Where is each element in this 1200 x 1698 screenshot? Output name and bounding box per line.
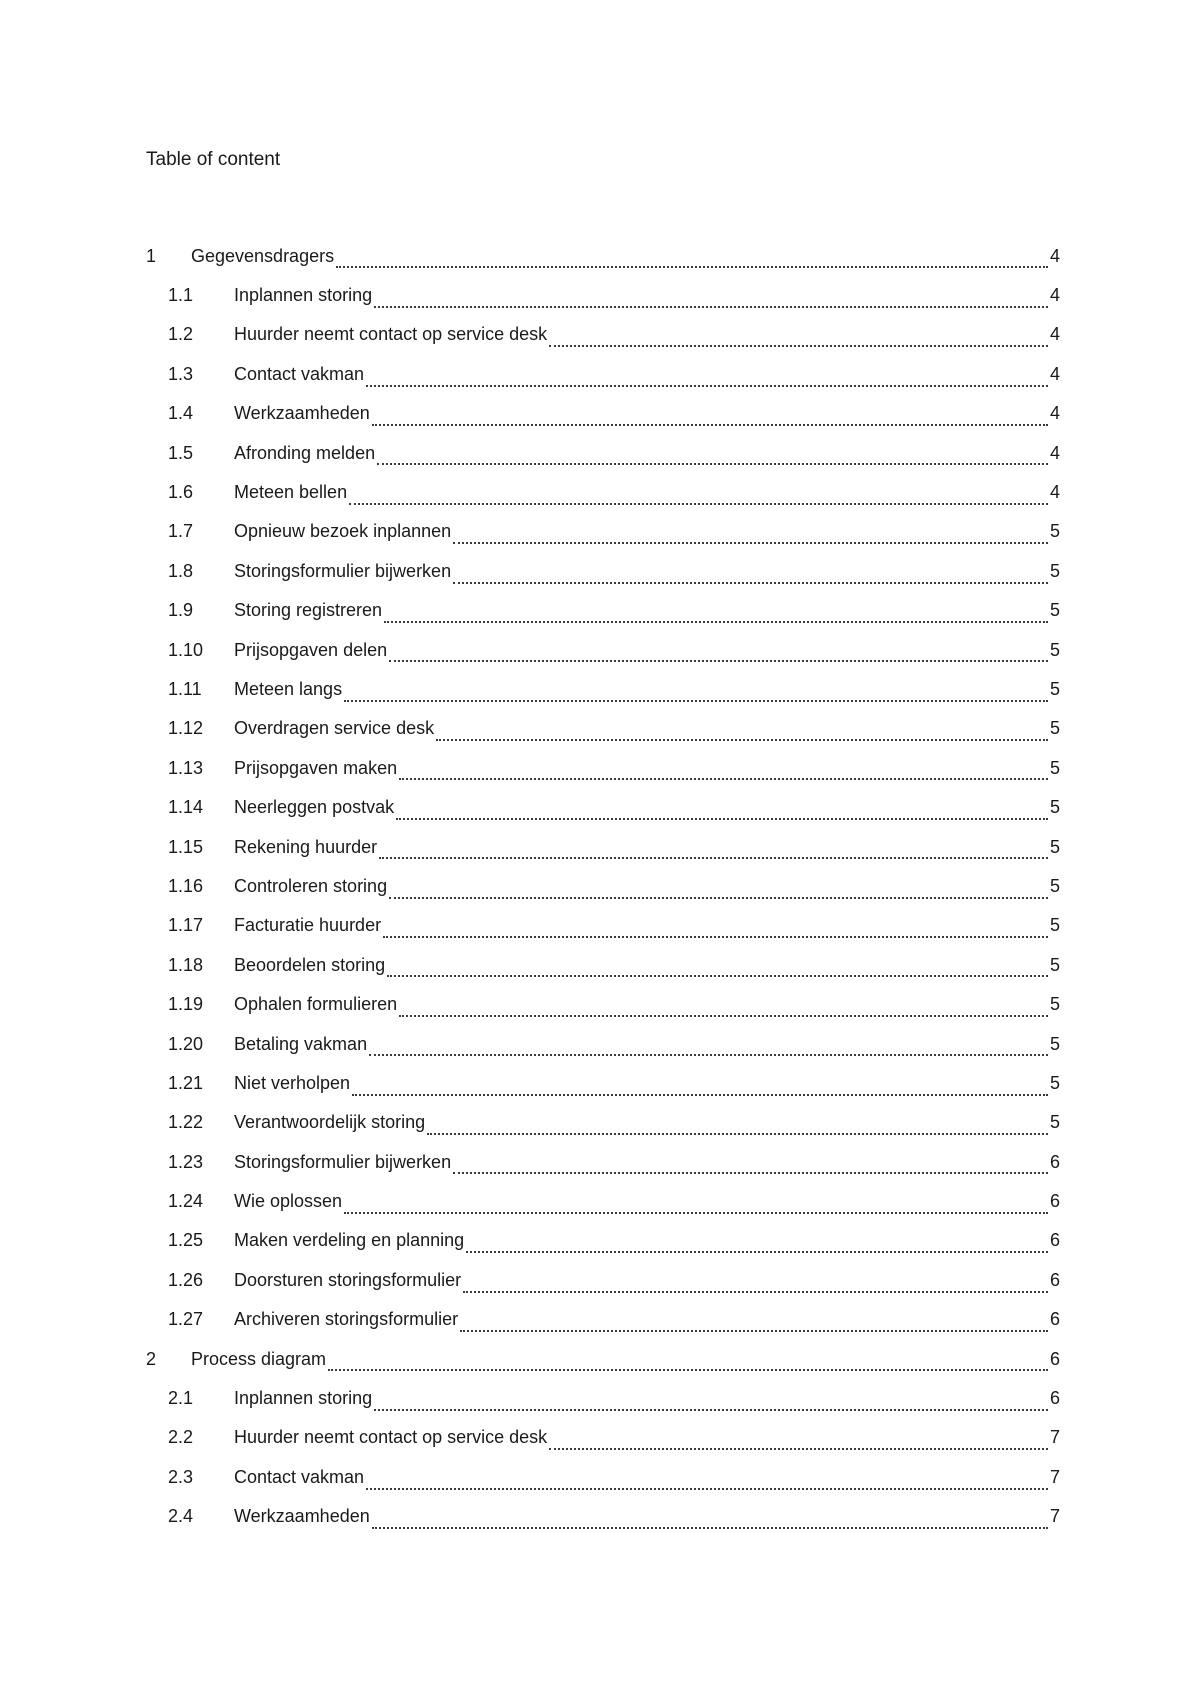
toc-section-entry[interactable] xyxy=(146,906,1060,945)
toc-page-number: 7 xyxy=(1049,1427,1060,1448)
toc-page-number: 4 xyxy=(1049,324,1060,345)
toc-page-number: 4 xyxy=(1049,403,1060,424)
toc-section-entry[interactable] xyxy=(146,1457,1060,1496)
toc-entry-number: 1.10 xyxy=(168,639,204,660)
toc-entry-number: 1.15 xyxy=(168,836,204,857)
toc-entry-number: 2.2 xyxy=(168,1427,194,1448)
toc-section-entry[interactable] xyxy=(146,394,1060,433)
toc-section-entry[interactable] xyxy=(146,709,1060,748)
toc-page-number: 5 xyxy=(1049,639,1060,660)
page-title: Table of content xyxy=(146,149,281,170)
toc-section-entry[interactable] xyxy=(146,512,1060,551)
toc-entry-number: 1 xyxy=(146,245,157,266)
toc-entry-label: Betaling vakman xyxy=(234,1033,368,1054)
toc-dot-leader xyxy=(436,739,1048,741)
toc-page-number: 4 xyxy=(1049,245,1060,266)
table-of-contents xyxy=(146,236,1060,1536)
toc-entry-label: Verantwoordelijk storing xyxy=(234,1112,426,1133)
toc-entry-label: Storingsformulier bijwerken xyxy=(234,560,452,581)
toc-entry-label: Prijsopgaven maken xyxy=(234,757,398,778)
toc-entry-number: 1.22 xyxy=(168,1112,204,1133)
toc-dot-leader xyxy=(399,1015,1048,1017)
toc-entry-label: Overdragen service desk xyxy=(234,718,435,739)
toc-entry-label: Huurder neemt contact op service desk xyxy=(234,1427,548,1448)
toc-section-entry[interactable] xyxy=(146,1024,1060,1063)
toc-section-entry[interactable] xyxy=(146,827,1060,866)
toc-dot-leader xyxy=(379,857,1048,859)
toc-section-entry[interactable] xyxy=(146,1181,1060,1220)
toc-section-entry[interactable] xyxy=(146,866,1060,905)
toc-dot-leader xyxy=(344,1212,1048,1214)
toc-entry-label: Meteen langs xyxy=(234,678,343,699)
toc-section-entry[interactable] xyxy=(146,354,1060,393)
toc-entry-label: Archiveren storingsformulier xyxy=(234,1309,459,1330)
toc-dot-leader xyxy=(466,1251,1048,1253)
toc-entry-label: Storingsformulier bijwerken xyxy=(234,1151,452,1172)
toc-entry-label: Afronding melden xyxy=(234,442,376,463)
toc-dot-leader xyxy=(374,1409,1048,1411)
toc-entry-number: 1.2 xyxy=(168,324,194,345)
toc-entry-number: 1.3 xyxy=(168,363,194,384)
toc-page-number: 7 xyxy=(1049,1466,1060,1487)
toc-section-entry[interactable] xyxy=(146,945,1060,984)
toc-entry-label: Beoordelen storing xyxy=(234,954,386,975)
toc-entry-label: Process diagram xyxy=(191,1348,327,1369)
toc-section-entry[interactable] xyxy=(146,630,1060,669)
toc-page-number: 5 xyxy=(1049,915,1060,936)
toc-dot-leader xyxy=(396,818,1048,820)
toc-entry-number: 1.7 xyxy=(168,521,194,542)
toc-entry-label: Contact vakman xyxy=(234,363,365,384)
toc-entry-number: 1.5 xyxy=(168,442,194,463)
toc-dot-leader xyxy=(372,1527,1048,1529)
toc-entry-number: 1.12 xyxy=(168,718,204,739)
toc-entry-label: Werkzaamheden xyxy=(234,403,370,424)
toc-dot-leader xyxy=(399,778,1048,780)
toc-dot-leader xyxy=(453,542,1048,544)
toc-entry-label: Wie oplossen xyxy=(234,1191,343,1212)
toc-entry-number: 1.6 xyxy=(168,482,194,503)
toc-section-entry[interactable] xyxy=(146,1221,1060,1260)
toc-entry-label: Rekening huurder xyxy=(234,836,378,857)
toc-page-number: 6 xyxy=(1049,1191,1060,1212)
toc-entry-label: Ophalen formulieren xyxy=(234,994,398,1015)
toc-entry-number: 1.23 xyxy=(168,1151,204,1172)
toc-page-number: 5 xyxy=(1049,521,1060,542)
toc-dot-leader xyxy=(387,975,1048,977)
toc-page-number: 5 xyxy=(1049,797,1060,818)
toc-section-entry[interactable] xyxy=(146,984,1060,1023)
toc-page-number: 6 xyxy=(1049,1269,1060,1290)
toc-dot-leader xyxy=(366,385,1048,387)
toc-dot-leader xyxy=(383,936,1048,938)
toc-page-number: 6 xyxy=(1049,1388,1060,1409)
toc-section-entry[interactable] xyxy=(146,472,1060,511)
toc-section-entry[interactable] xyxy=(146,787,1060,826)
toc-page-number: 5 xyxy=(1049,757,1060,778)
toc-page-number: 4 xyxy=(1049,482,1060,503)
toc-page-number: 5 xyxy=(1049,875,1060,896)
toc-entry-number: 1.17 xyxy=(168,915,204,936)
toc-dot-leader xyxy=(453,1172,1048,1174)
toc-page-number: 5 xyxy=(1049,1072,1060,1093)
toc-entry-number: 1.11 xyxy=(168,678,202,699)
toc-page-number: 6 xyxy=(1049,1309,1060,1330)
toc-entry-number: 1.27 xyxy=(168,1309,204,1330)
toc-entry-label: Werkzaamheden xyxy=(234,1506,370,1527)
toc-dot-leader xyxy=(369,1054,1048,1056)
toc-dot-leader xyxy=(427,1133,1048,1135)
toc-page-number: 6 xyxy=(1049,1348,1060,1369)
toc-page-number: 6 xyxy=(1049,1230,1060,1251)
toc-page-number: 4 xyxy=(1049,442,1060,463)
toc-section-entry[interactable] xyxy=(146,1260,1060,1299)
toc-dot-leader xyxy=(384,621,1048,623)
toc-page-number: 5 xyxy=(1049,954,1060,975)
toc-page-number: 5 xyxy=(1049,560,1060,581)
toc-entry-number: 1.26 xyxy=(168,1269,204,1290)
toc-entry-number: 1.16 xyxy=(168,875,204,896)
toc-entry-number: 1.4 xyxy=(168,403,194,424)
toc-entry-number: 1.18 xyxy=(168,954,204,975)
toc-page-number: 5 xyxy=(1049,994,1060,1015)
toc-entry-label: Storing registreren xyxy=(234,600,383,621)
toc-section-entry[interactable] xyxy=(146,1497,1060,1536)
toc-entry-label: Maken verdeling en planning xyxy=(234,1230,465,1251)
toc-entry-number: 1.19 xyxy=(168,994,204,1015)
toc-dot-leader xyxy=(460,1330,1048,1332)
toc-entry-number: 1.24 xyxy=(168,1191,204,1212)
toc-dot-leader xyxy=(389,660,1048,662)
toc-section-entry[interactable] xyxy=(146,1418,1060,1457)
toc-entry-number: 1.13 xyxy=(168,757,204,778)
toc-section-entry[interactable] xyxy=(146,433,1060,472)
toc-page-number: 5 xyxy=(1049,1112,1060,1133)
toc-entry-number: 1.14 xyxy=(168,797,204,818)
toc-entry-label: Huurder neemt contact op service desk xyxy=(234,324,548,345)
toc-dot-leader xyxy=(374,306,1048,308)
toc-section-entry[interactable] xyxy=(146,1103,1060,1142)
toc-entry-label: Facturatie huurder xyxy=(234,915,382,936)
toc-dot-leader xyxy=(372,424,1048,426)
toc-chapter-entry[interactable] xyxy=(146,236,1060,275)
toc-entry-number: 1.1 xyxy=(168,285,194,306)
toc-page-number: 6 xyxy=(1049,1151,1060,1172)
toc-dot-leader xyxy=(336,266,1048,268)
toc-entry-number: 2.3 xyxy=(168,1466,194,1487)
toc-section-entry[interactable] xyxy=(146,275,1060,314)
toc-dot-leader xyxy=(389,897,1048,899)
toc-dot-leader xyxy=(377,463,1048,465)
toc-page-number: 5 xyxy=(1049,836,1060,857)
toc-entry-number: 1.9 xyxy=(168,600,194,621)
toc-dot-leader xyxy=(366,1488,1048,1490)
toc-dot-leader xyxy=(344,700,1048,702)
toc-dot-leader xyxy=(453,582,1048,584)
toc-section-entry[interactable] xyxy=(146,1142,1060,1181)
toc-section-entry[interactable] xyxy=(146,551,1060,590)
toc-entry-label: Gegevensdragers xyxy=(191,245,335,266)
toc-entry-number: 2 xyxy=(146,1348,157,1369)
toc-page-number: 5 xyxy=(1049,678,1060,699)
toc-entry-label: Opnieuw bezoek inplannen xyxy=(234,521,452,542)
toc-entry-number: 1.20 xyxy=(168,1033,204,1054)
toc-page-number: 5 xyxy=(1049,718,1060,739)
toc-dot-leader xyxy=(352,1094,1048,1096)
toc-section-entry[interactable] xyxy=(146,1300,1060,1339)
toc-section-entry[interactable] xyxy=(146,1063,1060,1102)
toc-page-number: 4 xyxy=(1049,363,1060,384)
toc-entry-number: 1.21 xyxy=(168,1072,204,1093)
toc-section-entry[interactable] xyxy=(146,669,1060,708)
toc-dot-leader xyxy=(463,1291,1048,1293)
toc-entry-label: Meteen bellen xyxy=(234,482,348,503)
toc-entry-label: Inplannen storing xyxy=(234,1388,373,1409)
toc-entry-label: Contact vakman xyxy=(234,1466,365,1487)
toc-page-number: 4 xyxy=(1049,285,1060,306)
toc-dot-leader xyxy=(328,1369,1048,1371)
toc-page-number: 5 xyxy=(1049,600,1060,621)
toc-entry-number: 1.8 xyxy=(168,560,194,581)
toc-dot-leader xyxy=(549,1448,1048,1450)
toc-entry-label: Doorsturen storingsformulier xyxy=(234,1269,462,1290)
toc-entry-number: 2.4 xyxy=(168,1506,194,1527)
toc-entry-label: Controleren storing xyxy=(234,875,388,896)
toc-page-number: 5 xyxy=(1049,1033,1060,1054)
toc-chapter-entry[interactable] xyxy=(146,1339,1060,1378)
toc-section-entry[interactable] xyxy=(146,748,1060,787)
toc-dot-leader xyxy=(349,503,1048,505)
toc-entry-number: 1.25 xyxy=(168,1230,204,1251)
toc-dot-leader xyxy=(549,345,1048,347)
toc-entry-label: Niet verholpen xyxy=(234,1072,351,1093)
toc-page-number: 7 xyxy=(1049,1506,1060,1527)
toc-section-entry[interactable] xyxy=(146,315,1060,354)
toc-section-entry[interactable] xyxy=(146,591,1060,630)
toc-entry-label: Neerleggen postvak xyxy=(234,797,395,818)
toc-entry-label: Prijsopgaven delen xyxy=(234,639,388,660)
toc-entry-number: 2.1 xyxy=(168,1388,194,1409)
toc-entry-label: Inplannen storing xyxy=(234,285,373,306)
toc-section-entry[interactable] xyxy=(146,1378,1060,1417)
